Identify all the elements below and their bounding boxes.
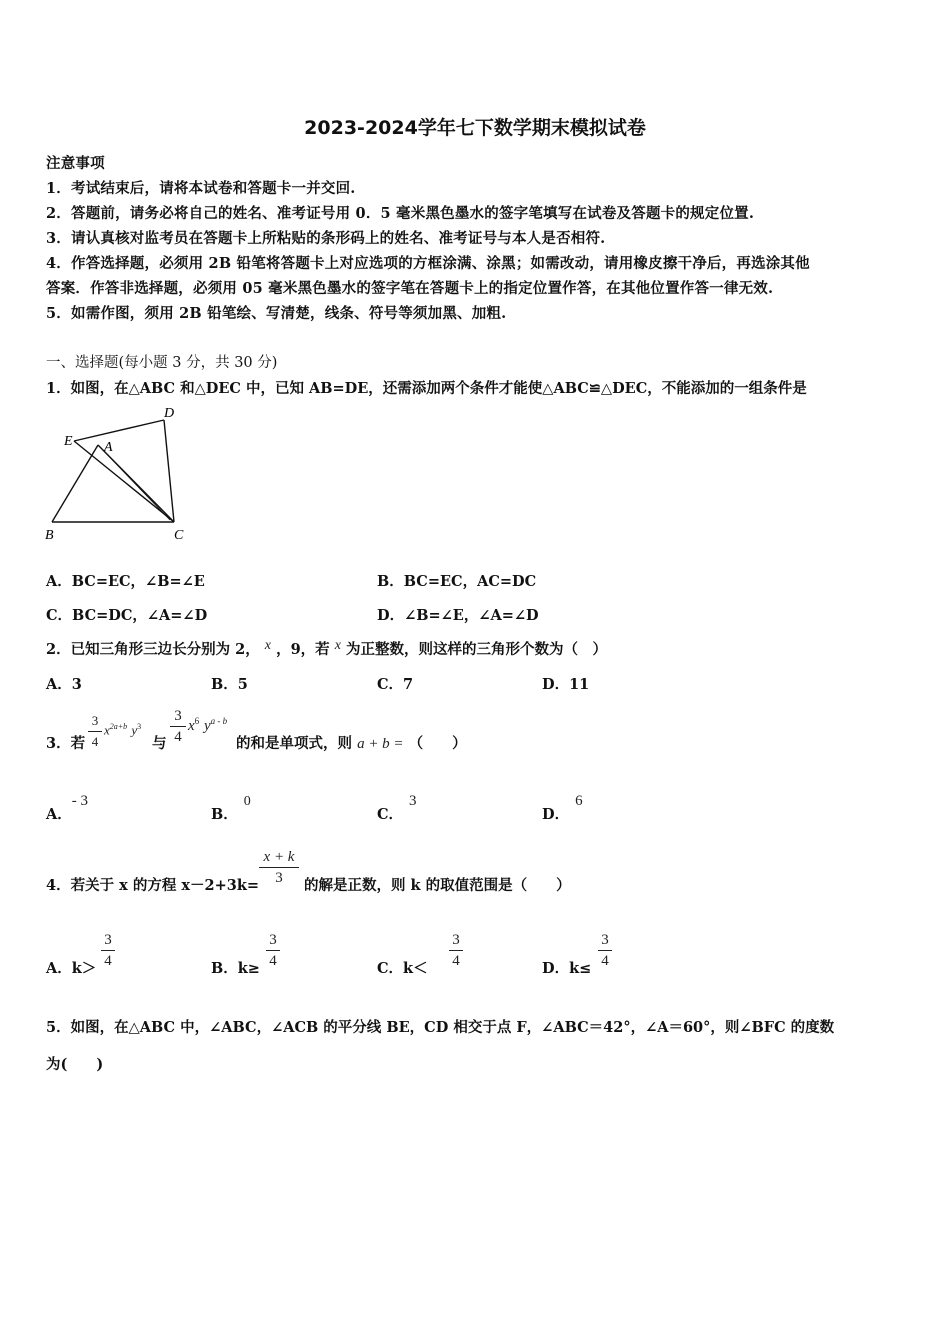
var-x: x bbox=[188, 718, 195, 734]
option-label: B． bbox=[211, 806, 238, 823]
q3-fraction-1 bbox=[88, 713, 102, 750]
label-b: B bbox=[45, 528, 54, 543]
denominator: 4 bbox=[601, 953, 609, 969]
var-y: y bbox=[203, 718, 211, 734]
q1-option-b[interactable]: B．BC=EC，AC=DC bbox=[377, 573, 537, 590]
q1-option-a[interactable]: A．BC=EC，∠B=∠E bbox=[46, 573, 205, 590]
numerator: 3 bbox=[104, 932, 112, 948]
denominator: 4 bbox=[91, 734, 99, 749]
option-value: 0 bbox=[243, 794, 251, 809]
q3-option-a[interactable] bbox=[46, 793, 89, 824]
q3-suffix bbox=[236, 732, 467, 753]
denominator: 3 bbox=[275, 870, 283, 886]
question-5-text-cont: 为( ) bbox=[46, 1056, 104, 1073]
q2-var-x: x bbox=[334, 638, 341, 653]
label-d: D bbox=[164, 406, 175, 421]
q4-option-c-fraction bbox=[449, 932, 463, 969]
q4-suffix: 的解是正数，则 k 的取值范围是（ ） bbox=[304, 877, 571, 894]
exponent: a - b bbox=[210, 716, 228, 726]
option-value: 3 bbox=[409, 793, 417, 809]
q3-expression: a + b = bbox=[357, 736, 404, 752]
q1-triangle-figure bbox=[40, 400, 200, 545]
numerator: 3 bbox=[269, 932, 277, 948]
option-label: B．k≥ bbox=[211, 960, 260, 977]
q3-prefix: 3．若 bbox=[46, 735, 86, 752]
exponent: 6 bbox=[194, 716, 200, 726]
q4-option-b[interactable] bbox=[211, 957, 260, 978]
section-heading: 一、选择题(每小题 3 分，共 30 分) bbox=[46, 355, 278, 371]
numerator: 3 bbox=[601, 932, 609, 948]
option-label: C． bbox=[377, 806, 404, 823]
option-label: D． bbox=[542, 806, 570, 823]
notice-item: 4．作答选择题，必须用 2B 铅笔将答题卡上对应选项的方框涂满、涂黑；如需改动，请用橡皮擦干净后，再选涂其他 bbox=[46, 255, 810, 272]
numerator: 3 bbox=[91, 713, 99, 728]
numerator: 3 bbox=[174, 708, 182, 724]
q2-option-a[interactable]: A．3 bbox=[46, 676, 82, 693]
option-label: D．k≤ bbox=[542, 960, 592, 977]
var-y: y bbox=[131, 722, 138, 738]
option-label: C．k＜ bbox=[377, 960, 428, 977]
option-value: - 3 bbox=[71, 793, 89, 809]
denominator: 4 bbox=[104, 953, 112, 969]
page-title: 2023-2024学年七下数学期末模拟试卷 bbox=[304, 117, 646, 139]
q4-option-d[interactable] bbox=[542, 957, 591, 978]
q3-option-c[interactable] bbox=[377, 793, 417, 824]
q2-part: 2．已知三角形三边长分别为 2， bbox=[46, 641, 260, 658]
denominator: 4 bbox=[269, 953, 277, 969]
exponent: 3 bbox=[137, 722, 142, 731]
q3-paren: （ ） bbox=[408, 735, 467, 752]
q4-prefix: 4．若关于 x 的方程 x－2+3k= bbox=[46, 877, 260, 894]
option-label: A． bbox=[46, 806, 72, 823]
q2-option-d[interactable]: D．11 bbox=[542, 676, 590, 693]
numerator: 3 bbox=[452, 932, 460, 948]
segment-ba bbox=[52, 445, 98, 522]
option-value: 6 bbox=[575, 793, 583, 809]
q2-option-c[interactable]: C．7 bbox=[377, 676, 414, 693]
q1-option-c[interactable]: C．BC=DC，∠A=∠D bbox=[46, 607, 208, 624]
segment-dc bbox=[164, 420, 174, 522]
q3-fraction-2 bbox=[170, 708, 186, 745]
numerator: x + k bbox=[263, 849, 295, 865]
question-1-text: 1．如图，在△ABC 和△DEC 中，已知 AB=DE，还需添加两个条件才能使△ABC≌△DEC，不能添加的一组条件是 bbox=[46, 380, 807, 397]
q4-option-d-fraction bbox=[598, 932, 612, 969]
q2-var-x: x bbox=[264, 638, 272, 653]
label-e: E bbox=[64, 434, 73, 449]
q3-term-1 bbox=[104, 722, 141, 738]
denominator: 4 bbox=[452, 953, 460, 969]
q2-part: 为正整数，则这样的三角形个数为（ ） bbox=[346, 641, 608, 658]
q1-option-d[interactable]: D．∠B=∠E，∠A=∠D bbox=[377, 607, 539, 624]
q3-term-2 bbox=[188, 716, 227, 735]
option-label: A．k＞ bbox=[46, 960, 97, 977]
q4-option-a-fraction bbox=[101, 932, 115, 969]
notice-item: 2．答题前，请务必将自己的姓名、准考证号用 0．5 毫米黑色墨水的签字笔填写在试卷及答题卡的规定位置. bbox=[46, 205, 755, 222]
notice-item: 答案．作答非选择题，必须用 05 毫米黑色墨水的签字笔在答题卡上的指定位置作答，在其他位置作答一律无效. bbox=[46, 280, 774, 297]
segment-ed bbox=[74, 420, 164, 441]
notice-item: 5．如需作图，须用 2B 铅笔绘、写清楚，线条、符号等须加黑、加粗. bbox=[46, 305, 507, 322]
segment-ac-inner bbox=[98, 445, 170, 520]
exponent: 2a+b bbox=[109, 722, 128, 731]
var-x: x bbox=[104, 722, 110, 738]
q3-option-b[interactable] bbox=[211, 794, 251, 824]
denominator: 4 bbox=[174, 729, 182, 745]
q3-mid: 与 bbox=[152, 735, 167, 752]
q4-option-c[interactable] bbox=[377, 957, 428, 978]
q3-suffix-text: 的和是单项式，则 bbox=[236, 735, 352, 752]
label-c: C bbox=[174, 528, 184, 543]
question-2-text bbox=[46, 638, 607, 659]
label-a: A bbox=[104, 440, 113, 455]
notice-item: 1．考试结束后，请将本试卷和答题卡一并交回. bbox=[46, 180, 356, 197]
question-5-text: 5．如图，在△ABC 中，∠ABC，∠ACB 的平分线 BE，CD 相交于点 F，∠ABC＝42°，∠A＝60°，则∠BFC 的度数 bbox=[46, 1019, 835, 1036]
notice-item: 3．请认真核对监考员在答题卡上所粘贴的条形码上的姓名、准考证号与本人是否相符. bbox=[46, 230, 606, 247]
q4-fraction bbox=[259, 849, 299, 886]
q2-part: ，9，若 bbox=[276, 641, 330, 658]
notice-heading: 注意事项 bbox=[46, 155, 105, 172]
q2-option-b[interactable]: B．5 bbox=[211, 676, 248, 693]
q4-option-b-fraction bbox=[266, 932, 280, 969]
segment-ec bbox=[74, 441, 174, 522]
q3-option-d[interactable] bbox=[542, 793, 583, 824]
q4-option-a[interactable] bbox=[46, 957, 96, 978]
